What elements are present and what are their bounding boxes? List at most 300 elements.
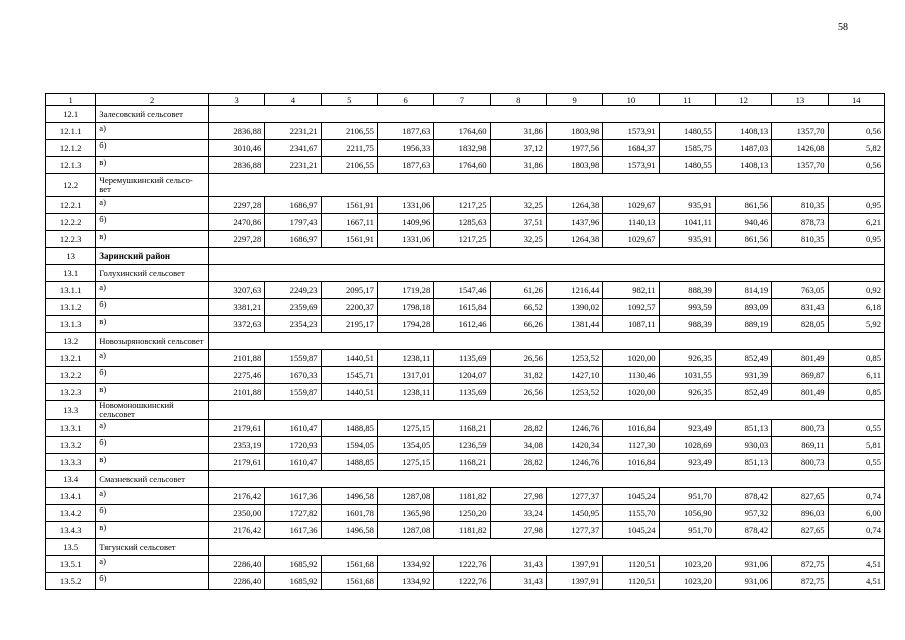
value-cell: 1135,69	[434, 384, 490, 401]
value-cell: 1977,56	[546, 140, 602, 157]
value-cell: 1331,06	[377, 197, 433, 214]
value-cell: 1594,05	[321, 437, 377, 454]
value-cell: 2341,67	[265, 140, 321, 157]
value-cell: 1317,01	[377, 367, 433, 384]
value-cell: 1016,84	[603, 420, 659, 437]
value-cell: 1120,51	[603, 573, 659, 590]
value-cell: 801,49	[772, 350, 828, 367]
table-row	[46, 157, 885, 174]
value-cell: 1250,20	[434, 505, 490, 522]
value-cell: 828,05	[772, 316, 828, 333]
variant-label: б)	[96, 299, 209, 316]
value-cell: 1381,44	[546, 316, 602, 333]
variant-label: б)	[96, 437, 209, 454]
value-cell: 1561,91	[321, 231, 377, 248]
value-cell: 1135,69	[434, 350, 490, 367]
value-cell: 1612,46	[434, 316, 490, 333]
value-cell: 872,75	[772, 573, 828, 590]
empty-span-cell	[208, 401, 884, 420]
value-cell: 1253,52	[546, 384, 602, 401]
variant-label: в)	[96, 454, 209, 471]
value-cell: 988,39	[659, 316, 715, 333]
value-cell: 1140,13	[603, 214, 659, 231]
district-row	[46, 248, 885, 265]
value-cell: 1023,20	[659, 556, 715, 573]
value-cell: 37,51	[490, 214, 546, 231]
row-code: 13.5	[46, 539, 96, 556]
value-cell: 1488,85	[321, 420, 377, 437]
row-code: 13.2.3	[46, 384, 96, 401]
empty-span-cell	[208, 265, 884, 282]
value-cell: 926,35	[659, 384, 715, 401]
settlement-name: Смазневский сельсовет	[96, 471, 209, 488]
variant-label: а)	[96, 350, 209, 367]
value-cell: 31,43	[490, 556, 546, 573]
value-cell: 1056,90	[659, 505, 715, 522]
empty-span-cell	[208, 333, 884, 350]
value-cell: 1041,11	[659, 214, 715, 231]
value-cell: 926,35	[659, 350, 715, 367]
value-cell: 6,11	[828, 367, 884, 384]
value-cell: 1130,46	[603, 367, 659, 384]
value-cell: 1275,15	[377, 420, 433, 437]
value-cell: 993,59	[659, 299, 715, 316]
value-cell: 0,92	[828, 282, 884, 299]
value-cell: 3207,63	[208, 282, 264, 299]
value-cell: 931,06	[715, 573, 771, 590]
value-cell: 0,74	[828, 522, 884, 539]
settlement-row	[46, 265, 885, 282]
value-cell: 1601,78	[321, 505, 377, 522]
value-cell: 1334,92	[377, 573, 433, 590]
row-code: 13.2.1	[46, 350, 96, 367]
value-cell: 1585,75	[659, 140, 715, 157]
settlement-name: Тягунский сельсовет	[96, 539, 209, 556]
value-cell: 2200,37	[321, 299, 377, 316]
value-cell: 1222,76	[434, 556, 490, 573]
column-header-11: 11	[659, 94, 715, 106]
settlement-row	[46, 401, 885, 420]
value-cell: 982,11	[603, 282, 659, 299]
value-cell: 1440,51	[321, 384, 377, 401]
table-body	[46, 106, 885, 590]
value-cell: 935,91	[659, 197, 715, 214]
settlement-name: Голухинский сельсовет	[96, 265, 209, 282]
row-code: 13.1	[46, 265, 96, 282]
value-cell: 1031,55	[659, 367, 715, 384]
value-cell: 810,35	[772, 231, 828, 248]
table-row	[46, 282, 885, 299]
value-cell: 872,75	[772, 556, 828, 573]
settlement-name: Новомоношкинский сельсовет	[96, 401, 209, 420]
row-code: 13.2.2	[46, 367, 96, 384]
district-name: Заринский район	[96, 248, 209, 265]
table-row	[46, 437, 885, 454]
value-cell: 1545,71	[321, 367, 377, 384]
value-cell: 878,73	[772, 214, 828, 231]
settlement-name: Черемушкинский сельсо- вет	[96, 174, 209, 197]
value-cell: 800,73	[772, 454, 828, 471]
value-cell: 1287,08	[377, 488, 433, 505]
value-cell: 1610,47	[265, 420, 321, 437]
column-number-header	[46, 94, 885, 106]
value-cell: 1087,11	[603, 316, 659, 333]
value-cell: 2179,61	[208, 454, 264, 471]
value-cell: 1246,76	[546, 420, 602, 437]
value-cell: 1487,03	[715, 140, 771, 157]
column-header-5: 5	[321, 94, 377, 106]
table-row	[46, 299, 885, 316]
value-cell: 2275,46	[208, 367, 264, 384]
value-cell: 1561,91	[321, 197, 377, 214]
value-cell: 1427,10	[546, 367, 602, 384]
value-cell: 1287,08	[377, 522, 433, 539]
row-code: 13	[46, 248, 96, 265]
value-cell: 26,56	[490, 384, 546, 401]
value-cell: 2195,17	[321, 316, 377, 333]
value-cell: 1573,91	[603, 157, 659, 174]
value-cell: 923,49	[659, 420, 715, 437]
value-cell: 1409,96	[377, 214, 433, 231]
value-cell: 869,11	[772, 437, 828, 454]
value-cell: 0,95	[828, 197, 884, 214]
value-cell: 1264,38	[546, 197, 602, 214]
value-cell: 6,18	[828, 299, 884, 316]
value-cell: 2359,69	[265, 299, 321, 316]
value-cell: 33,24	[490, 505, 546, 522]
table-row	[46, 197, 885, 214]
value-cell: 1181,82	[434, 522, 490, 539]
row-code: 12.1.1	[46, 123, 96, 140]
value-cell: 2231,21	[265, 123, 321, 140]
value-cell: 5,81	[828, 437, 884, 454]
variant-label: а)	[96, 197, 209, 214]
value-cell: 2095,17	[321, 282, 377, 299]
value-cell: 1275,15	[377, 454, 433, 471]
row-code: 13.4	[46, 471, 96, 488]
value-cell: 1253,52	[546, 350, 602, 367]
value-cell: 1440,51	[321, 350, 377, 367]
variant-label: б)	[96, 573, 209, 590]
value-cell: 66,26	[490, 316, 546, 333]
value-cell: 1168,21	[434, 454, 490, 471]
value-cell: 1408,13	[715, 157, 771, 174]
value-cell: 1216,44	[546, 282, 602, 299]
value-cell: 0,55	[828, 454, 884, 471]
table-row	[46, 488, 885, 505]
value-cell: 1832,98	[434, 140, 490, 157]
value-cell: 2176,42	[208, 488, 264, 505]
value-cell: 1686,97	[265, 197, 321, 214]
table-row	[46, 367, 885, 384]
value-cell: 2249,23	[265, 282, 321, 299]
row-code: 13.3.2	[46, 437, 96, 454]
value-cell: 2101,88	[208, 350, 264, 367]
value-cell: 1420,34	[546, 437, 602, 454]
value-cell: 1277,37	[546, 522, 602, 539]
value-cell: 1797,43	[265, 214, 321, 231]
value-cell: 1334,92	[377, 556, 433, 573]
value-cell: 32,25	[490, 197, 546, 214]
value-cell: 1238,11	[377, 384, 433, 401]
value-cell: 66,52	[490, 299, 546, 316]
variant-label: б)	[96, 214, 209, 231]
value-cell: 31,43	[490, 573, 546, 590]
value-cell: 1798,18	[377, 299, 433, 316]
value-cell: 27,98	[490, 488, 546, 505]
table-row	[46, 350, 885, 367]
column-header-14: 14	[828, 94, 884, 106]
value-cell: 931,39	[715, 367, 771, 384]
column-header-3: 3	[208, 94, 264, 106]
value-cell: 810,35	[772, 197, 828, 214]
row-code: 12.2.3	[46, 231, 96, 248]
value-cell: 0,74	[828, 488, 884, 505]
value-cell: 2354,23	[265, 316, 321, 333]
table-row	[46, 123, 885, 140]
value-cell: 2353,19	[208, 437, 264, 454]
value-cell: 1426,08	[772, 140, 828, 157]
row-code: 13.4.2	[46, 505, 96, 522]
value-cell: 28,82	[490, 420, 546, 437]
value-cell: 2297,28	[208, 197, 264, 214]
value-cell: 814,19	[715, 282, 771, 299]
table-row	[46, 214, 885, 231]
value-cell: 2106,55	[321, 123, 377, 140]
value-cell: 1357,70	[772, 157, 828, 174]
value-cell: 889,19	[715, 316, 771, 333]
value-cell: 1720,93	[265, 437, 321, 454]
value-cell: 2179,61	[208, 420, 264, 437]
value-cell: 896,03	[772, 505, 828, 522]
value-cell: 1496,58	[321, 488, 377, 505]
value-cell: 34,08	[490, 437, 546, 454]
empty-span-cell	[208, 174, 884, 197]
value-cell: 1408,13	[715, 123, 771, 140]
table-row	[46, 420, 885, 437]
value-cell: 1365,98	[377, 505, 433, 522]
value-cell: 1559,87	[265, 384, 321, 401]
value-cell: 0,56	[828, 123, 884, 140]
variant-label: а)	[96, 556, 209, 573]
settlement-row	[46, 174, 885, 197]
value-cell: 1437,96	[546, 214, 602, 231]
value-cell: 2836,88	[208, 123, 264, 140]
column-header-2: 2	[96, 94, 209, 106]
row-code: 13.1.2	[46, 299, 96, 316]
value-cell: 2350,00	[208, 505, 264, 522]
variant-label: а)	[96, 420, 209, 437]
value-cell: 31,86	[490, 123, 546, 140]
empty-span-cell	[208, 471, 884, 488]
value-cell: 1204,07	[434, 367, 490, 384]
value-cell: 763,05	[772, 282, 828, 299]
value-cell: 1020,00	[603, 384, 659, 401]
table-row	[46, 140, 885, 157]
row-code: 12.2.2	[46, 214, 96, 231]
variant-label: в)	[96, 384, 209, 401]
value-cell: 1803,98	[546, 157, 602, 174]
table-row	[46, 505, 885, 522]
value-cell: 2211,75	[321, 140, 377, 157]
table-row	[46, 522, 885, 539]
settlement-row	[46, 471, 885, 488]
value-cell: 935,91	[659, 231, 715, 248]
row-code: 12.1	[46, 106, 96, 123]
value-cell: 1496,58	[321, 522, 377, 539]
value-cell: 1684,37	[603, 140, 659, 157]
value-cell: 1023,20	[659, 573, 715, 590]
value-cell: 1264,38	[546, 231, 602, 248]
value-cell: 3010,46	[208, 140, 264, 157]
column-header-1: 1	[46, 94, 96, 106]
value-cell: 1354,05	[377, 437, 433, 454]
value-cell: 827,65	[772, 488, 828, 505]
value-cell: 2470,86	[208, 214, 264, 231]
value-cell: 27,98	[490, 522, 546, 539]
value-cell: 957,32	[715, 505, 771, 522]
value-cell: 1573,91	[603, 123, 659, 140]
variant-label: б)	[96, 140, 209, 157]
value-cell: 0,85	[828, 384, 884, 401]
variant-label: а)	[96, 488, 209, 505]
value-cell: 1727,82	[265, 505, 321, 522]
value-cell: 1610,47	[265, 454, 321, 471]
value-cell: 1803,98	[546, 123, 602, 140]
value-cell: 1764,60	[434, 157, 490, 174]
value-cell: 1794,28	[377, 316, 433, 333]
column-header-12: 12	[715, 94, 771, 106]
row-code: 13.5.2	[46, 573, 96, 590]
row-code: 13.1.3	[46, 316, 96, 333]
empty-span-cell	[208, 106, 884, 123]
value-cell: 1390,02	[546, 299, 602, 316]
value-cell: 888,39	[659, 282, 715, 299]
value-cell: 2836,88	[208, 157, 264, 174]
value-cell: 1238,11	[377, 350, 433, 367]
row-code: 12.1.3	[46, 157, 96, 174]
value-cell: 1547,46	[434, 282, 490, 299]
value-cell: 3372,63	[208, 316, 264, 333]
value-cell: 869,87	[772, 367, 828, 384]
value-cell: 1222,76	[434, 573, 490, 590]
value-cell: 26,56	[490, 350, 546, 367]
settlement-row	[46, 539, 885, 556]
value-cell: 951,70	[659, 488, 715, 505]
value-cell: 2286,40	[208, 556, 264, 573]
value-cell: 800,73	[772, 420, 828, 437]
settlement-row	[46, 106, 885, 123]
value-cell: 0,55	[828, 420, 884, 437]
variant-label: в)	[96, 522, 209, 539]
value-cell: 1029,67	[603, 231, 659, 248]
column-header-4: 4	[265, 94, 321, 106]
value-cell: 851,13	[715, 454, 771, 471]
value-cell: 831,43	[772, 299, 828, 316]
value-cell: 1480,55	[659, 123, 715, 140]
value-cell: 37,12	[490, 140, 546, 157]
empty-span-cell	[208, 539, 884, 556]
value-cell: 1667,11	[321, 214, 377, 231]
table-row	[46, 454, 885, 471]
value-cell: 1617,36	[265, 522, 321, 539]
value-cell: 1719,28	[377, 282, 433, 299]
value-cell: 6,21	[828, 214, 884, 231]
value-cell: 1285,63	[434, 214, 490, 231]
value-cell: 878,42	[715, 522, 771, 539]
empty-span-cell	[208, 248, 884, 265]
value-cell: 2101,88	[208, 384, 264, 401]
value-cell: 1450,95	[546, 505, 602, 522]
row-code: 13.4.3	[46, 522, 96, 539]
row-code: 13.3.3	[46, 454, 96, 471]
value-cell: 1397,91	[546, 573, 602, 590]
row-code: 12.1.2	[46, 140, 96, 157]
row-code: 13.1.1	[46, 282, 96, 299]
value-cell: 861,56	[715, 231, 771, 248]
value-cell: 1217,25	[434, 197, 490, 214]
page-number: 58	[838, 22, 848, 33]
value-cell: 827,65	[772, 522, 828, 539]
value-cell: 1686,97	[265, 231, 321, 248]
value-cell: 6,00	[828, 505, 884, 522]
settlement-row	[46, 333, 885, 350]
value-cell: 1397,91	[546, 556, 602, 573]
value-cell: 1488,85	[321, 454, 377, 471]
variant-label: в)	[96, 316, 209, 333]
data-table	[45, 93, 885, 590]
value-cell: 852,49	[715, 384, 771, 401]
column-header-13: 13	[772, 94, 828, 106]
value-cell: 1168,21	[434, 420, 490, 437]
value-cell: 1561,68	[321, 573, 377, 590]
value-cell: 851,13	[715, 420, 771, 437]
variant-label: а)	[96, 123, 209, 140]
value-cell: 940,46	[715, 214, 771, 231]
value-cell: 1181,82	[434, 488, 490, 505]
value-cell: 31,86	[490, 157, 546, 174]
value-cell: 1561,68	[321, 556, 377, 573]
value-cell: 32,25	[490, 231, 546, 248]
value-cell: 1155,70	[603, 505, 659, 522]
value-cell: 1877,63	[377, 157, 433, 174]
value-cell: 1685,92	[265, 573, 321, 590]
row-code: 13.5.1	[46, 556, 96, 573]
value-cell: 1357,70	[772, 123, 828, 140]
value-cell: 1045,24	[603, 488, 659, 505]
column-header-6: 6	[377, 94, 433, 106]
table-row	[46, 556, 885, 573]
variant-label: б)	[96, 367, 209, 384]
value-cell: 5,82	[828, 140, 884, 157]
value-cell: 5,92	[828, 316, 884, 333]
value-cell: 1877,63	[377, 123, 433, 140]
value-cell: 1028,69	[659, 437, 715, 454]
row-code: 13.3	[46, 401, 96, 420]
value-cell: 1331,06	[377, 231, 433, 248]
column-header-7: 7	[434, 94, 490, 106]
value-cell: 2176,42	[208, 522, 264, 539]
value-cell: 61,26	[490, 282, 546, 299]
settlement-name: Залесовский сельсовет	[96, 106, 209, 123]
value-cell: 893,09	[715, 299, 771, 316]
variant-label: а)	[96, 282, 209, 299]
value-cell: 2106,55	[321, 157, 377, 174]
value-cell: 2297,28	[208, 231, 264, 248]
value-cell: 0,95	[828, 231, 884, 248]
value-cell: 0,85	[828, 350, 884, 367]
value-cell: 923,49	[659, 454, 715, 471]
